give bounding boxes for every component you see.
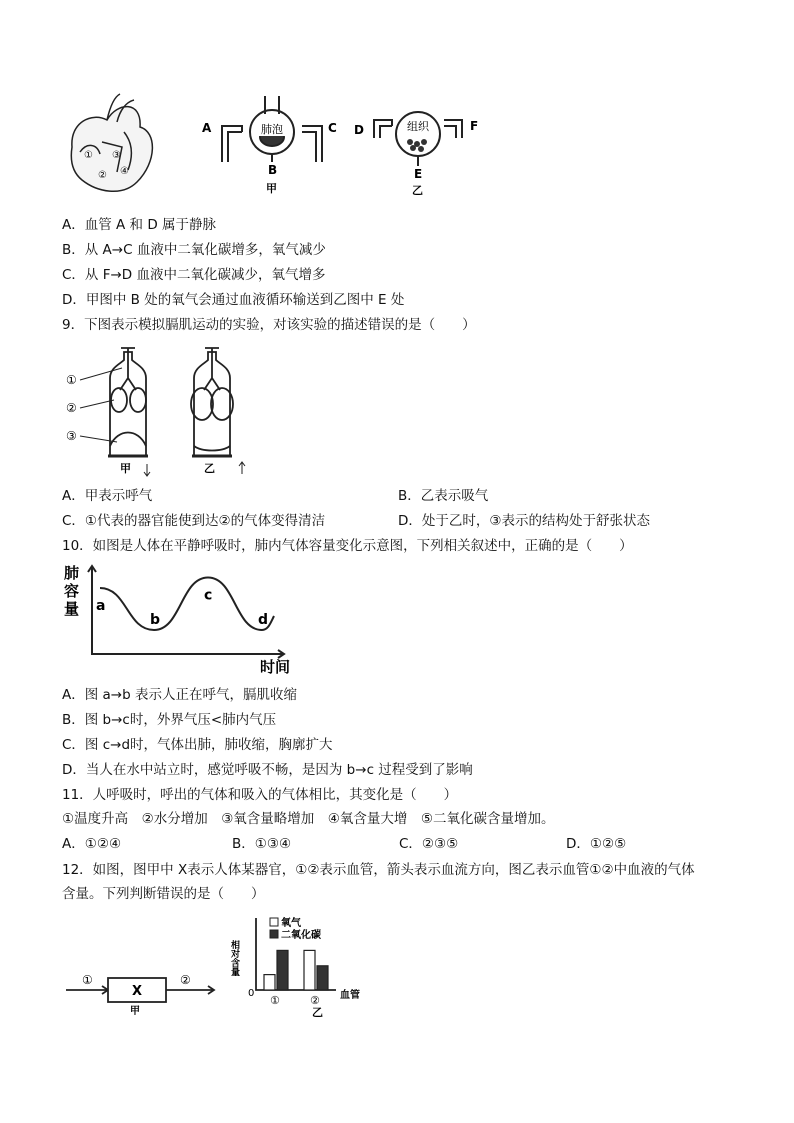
vessel-label-1: ① xyxy=(82,973,93,987)
heart-diagram xyxy=(71,94,152,191)
q11-option-c: C．②③⑤ xyxy=(399,836,459,852)
q9-figure xyxy=(62,338,268,478)
q11-option-a: A．①②④ xyxy=(62,836,122,852)
heart-label-2: ② xyxy=(98,170,107,181)
q11-option-b: B．①③④ xyxy=(232,836,292,852)
lung-volume-curve xyxy=(100,578,274,631)
q10-option-c: C．图 c→d时，气体出肺，肺收缩，胸廓扩大 xyxy=(62,737,333,753)
q12-figure-yi xyxy=(226,912,372,1020)
label-D: D xyxy=(354,123,364,137)
chart-axes xyxy=(88,566,284,658)
q9-option-b: B．乙表示吸气 xyxy=(398,488,489,504)
x-axis-label: 血管 xyxy=(340,990,360,1001)
q10-option-b: B．图 b→c时，外界气压<肺内气压 xyxy=(62,712,277,728)
label-jia: 甲 xyxy=(266,182,277,195)
bar-1-co2 xyxy=(277,950,288,990)
x-label: 时间 xyxy=(260,658,291,676)
heart-label-4: ④ xyxy=(120,166,129,177)
bar-category-label-2: ② xyxy=(310,994,320,1007)
q12-stem-line2: 含量。下列判断错误的是（ ） xyxy=(62,886,265,902)
q11-option-d: D．①②⑤ xyxy=(566,836,627,852)
bell-jar-yi xyxy=(191,348,233,456)
curve-point-label-c: c xyxy=(204,587,213,604)
jar-label-3: ③ xyxy=(66,429,77,443)
diagram-label-jia: 甲 xyxy=(130,1006,140,1017)
jar-label-jia: 甲 xyxy=(120,462,131,475)
bar-2-co2 xyxy=(317,966,328,990)
pointer-lines xyxy=(80,368,245,476)
q8-figure xyxy=(62,92,492,204)
legend-o2: 氧气 xyxy=(281,918,301,929)
label-yi: 乙 xyxy=(412,184,423,197)
q10-stem: 10．如图是人体在平静呼吸时，肺内气体容量变化示意图，下列相关叙述中，正确的是（ ） xyxy=(62,538,633,554)
legend-swatch-o2 xyxy=(270,918,278,926)
q9-option-c: C．①代表的器官能使到达②的气体变得清洁 xyxy=(62,513,326,529)
y-axis-zero: 0 xyxy=(248,988,255,999)
q10-option-d: D．当人在水中站立时，感觉呼吸不畅，是因为 b→c 过程受到了影响 xyxy=(62,762,473,778)
q8-option-a: A．血管 A 和 D 属于静脉 xyxy=(62,217,217,233)
q10-figure xyxy=(62,562,298,678)
q9-option-d: D．处于乙时，③表示的结构处于舒张状态 xyxy=(398,513,650,529)
chart-label-yi: 乙 xyxy=(312,1006,323,1019)
q12-stem-line1: 12．如图，图甲中 X表示人体某器官，①②表示血管，箭头表示血流方向，图乙表示血管①②中血液的气体 xyxy=(62,862,695,878)
q9-figure-svg xyxy=(62,338,268,478)
y-label-3: 量 xyxy=(64,600,80,618)
y-axis-label: 相对含量 xyxy=(229,940,239,976)
organ-x-label: X xyxy=(131,984,143,999)
alveolus-label: 肺泡 xyxy=(261,123,283,136)
q9-option-a: A．甲表示呼气 xyxy=(62,488,153,504)
q8-option-d: D．甲图中 B 处的氧气会通过血液循环输送到乙图中 E 处 xyxy=(62,292,405,308)
bar-chart-ylabel xyxy=(229,939,241,977)
q10-option-a: A．图 a→b 表示人正在呼气，膈肌收缩 xyxy=(62,687,297,703)
q11-stem: 11．人呼吸时，呼出的气体和吸入的气体相比，其变化是（ ） xyxy=(62,787,458,803)
q8-option-b: B．从 A→C 血液中二氧化碳增多，氧气减少 xyxy=(62,242,326,258)
label-B: B xyxy=(268,163,278,177)
bell-jar-jia xyxy=(108,348,148,456)
bar-1-oxygen xyxy=(264,975,275,990)
q8-figure-svg xyxy=(62,92,492,204)
bar-category-label-1: ① xyxy=(270,994,280,1007)
jar-label-2: ② xyxy=(66,401,77,415)
q8-option-c: C．从 F→D 血液中二氧化碳减少，氧气增多 xyxy=(62,267,326,283)
label-F: F xyxy=(470,119,479,133)
y-label-1: 肺 xyxy=(64,564,80,582)
lung-volume-chart xyxy=(62,562,298,678)
curve-point-label-a: a xyxy=(96,598,106,614)
legend-co2: 二氧化碳 xyxy=(281,930,321,941)
vessel-label-2: ② xyxy=(180,973,191,987)
tissue-label: 组织 xyxy=(407,120,429,133)
y-label-2: 容 xyxy=(64,582,80,600)
curve-point-label-d: d xyxy=(258,612,269,628)
label-A: A xyxy=(202,121,212,135)
jar-label-1: ① xyxy=(66,373,77,387)
heart-label-1: ① xyxy=(84,150,93,161)
heart-label-3: ③ xyxy=(112,150,121,161)
q12-figure-jia xyxy=(62,960,222,1018)
gas-content-chart xyxy=(226,912,372,1020)
q11-items: ①温度升高 ②水分增加 ③氧含量略增加 ④氧含量大增 ⑤二氧化碳含量增加。 xyxy=(62,811,555,827)
jar-label-yi: 乙 xyxy=(204,462,215,475)
organ-diagram xyxy=(62,960,222,1018)
q9-stem: 9．下图表示模拟膈肌运动的实验，对该实验的描述错误的是（ ） xyxy=(62,317,476,333)
bar-2-oxygen xyxy=(304,950,315,990)
legend-swatch-co2 xyxy=(270,930,278,938)
label-E: E xyxy=(414,167,423,181)
label-C: C xyxy=(328,121,337,135)
curve-point-label-b: b xyxy=(150,612,161,628)
